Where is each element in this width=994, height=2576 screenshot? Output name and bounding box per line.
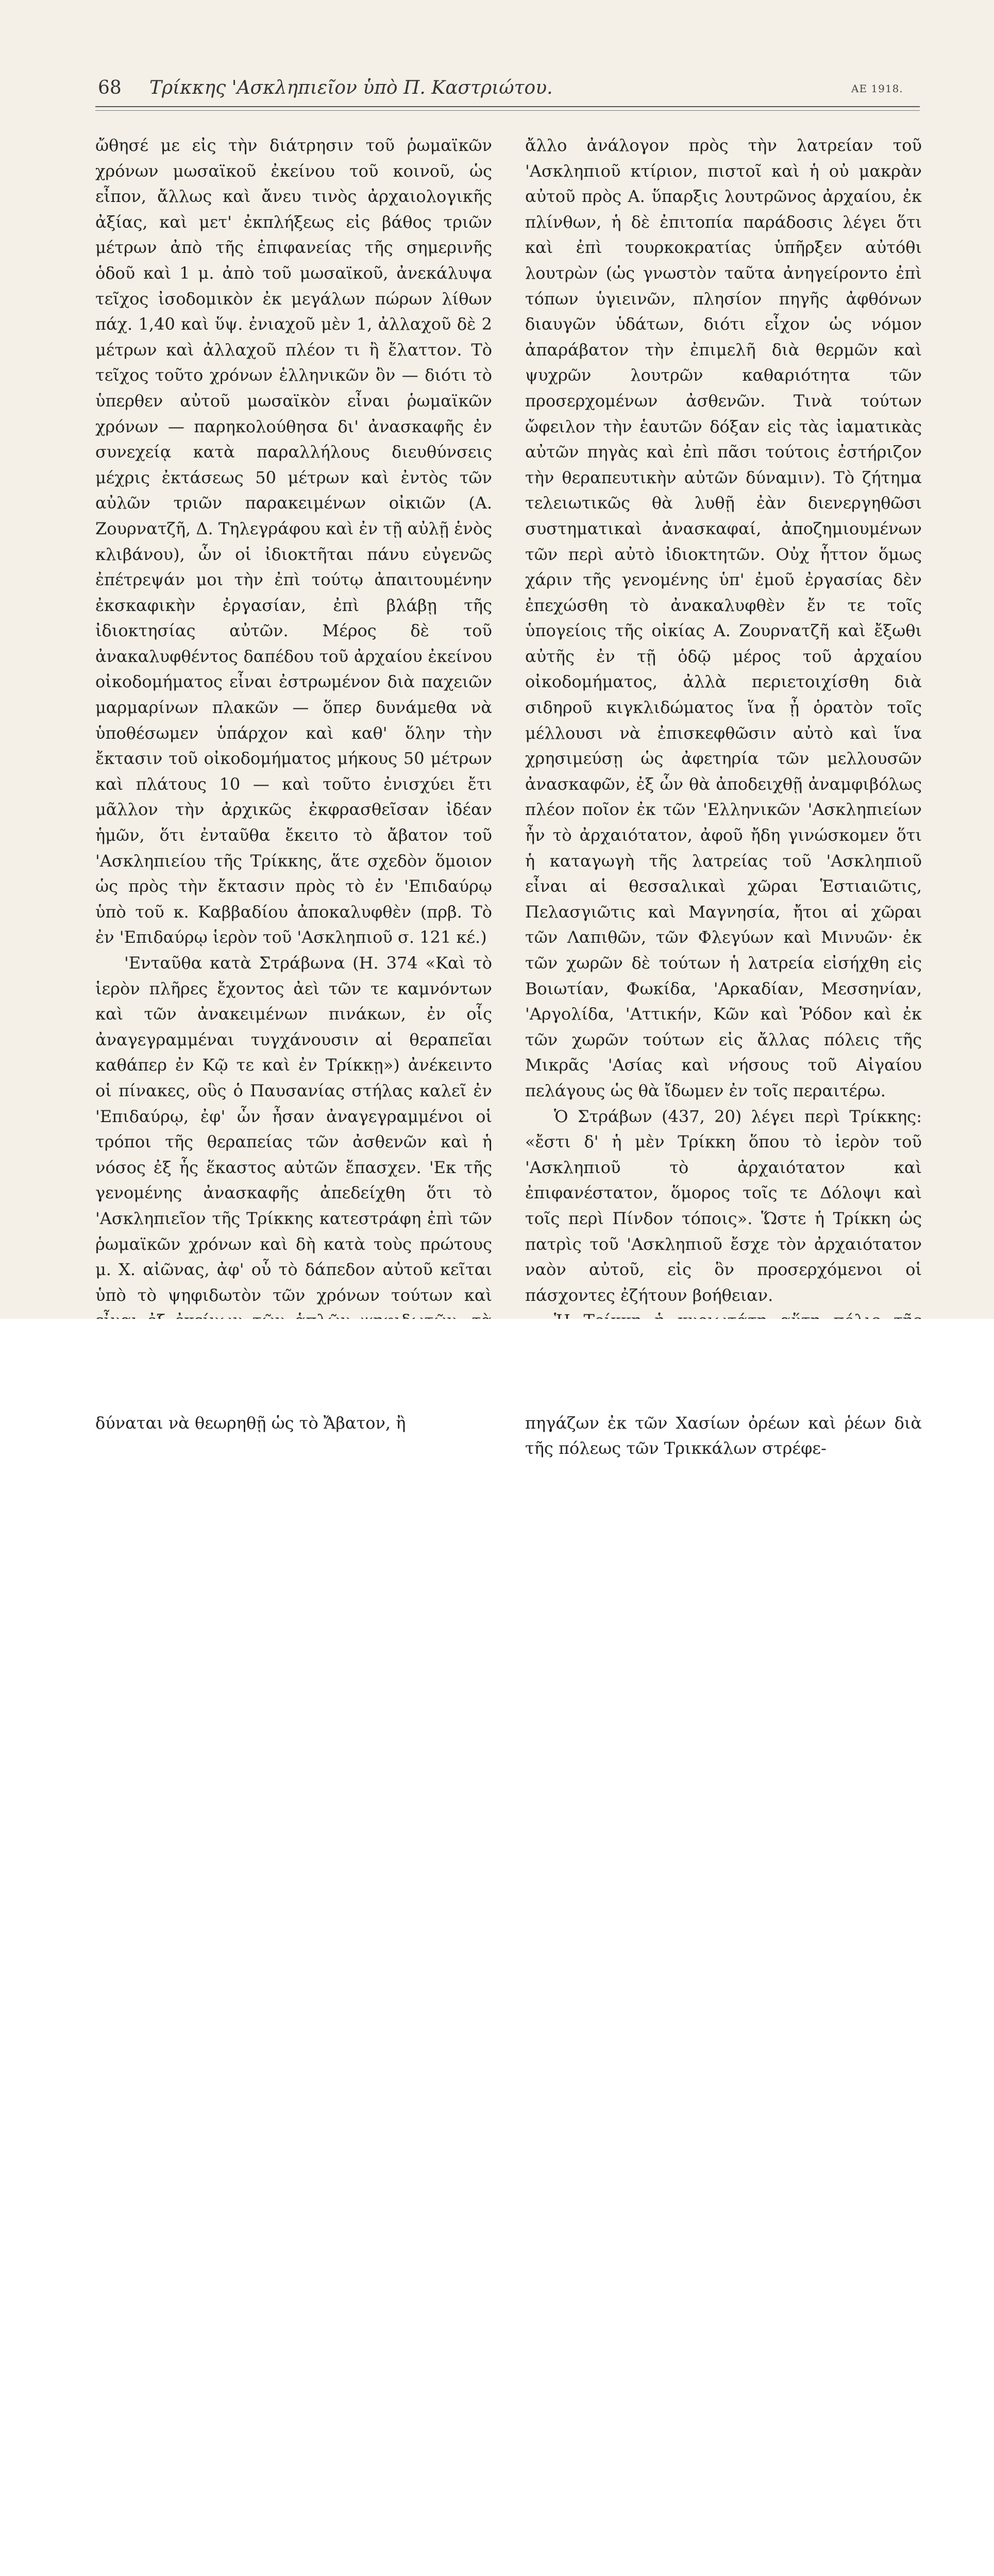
right-column: [525, 133, 922, 1462]
viewer-footer: [0, 1319, 994, 1412]
paragraph: ὤθησέ με εἰς τὴν διάτρησιν τοῦ ῥωμαϊκῶν χρόνων μωσαϊκοῦ ἐκείνου τοῦ κοινοῦ, ὡς εἶπον, ἄλλως καὶ ἄνευ τινὸς ἀρχαιολογικῆς ἀξίας, καὶ μετ' ἐκπλήξεως εἰς βάθος τριῶν μέτρων ἀπὸ τῆς ἐπιφανείας τῆς σημερινῆς ὁδοῦ καὶ 1 μ. ἀπὸ τοῦ μωσαϊκοῦ, ἀνεκάλυψα τεῖχος ἰσοδομικὸν ἐκ μεγάλων πώρων λίθων πάχ. 1,40 καὶ ὕψ. ἐνιαχοῦ μὲν 1, ἀλλαχοῦ δὲ 2 μέτρων καὶ ἀλλαχοῦ πλέον τι ἢ ἔλαττον. Τὸ τεῖχος τοῦτο χρόνων ἑλληνικῶν ὂν — διότι τὸ ὑπερθεν αὐτοῦ μωσαϊκὸν εἶναι ῥωμαϊκῶν χρόνων — παρηκολούθησα δι' ἀνασκαφῆς ἐν συνεχείᾳ κατὰ παραλλήλους διευθύνσεις μέχρις ἐκτάσεως 50 μέτρων καὶ ἐντὸς τῶν αὐλῶν τριῶν παρακειμένων οἰκιῶν (Α. Ζουρνατζῆ, Δ. Τηλεγράφου καὶ ἐν τῇ αὐλῇ ἑνὸς κλιβάνου), ὧν οἱ ἰδιοκτῆται πάνυ εὐγενῶς ἐπέτρεψάν μοι τὴν ἐπὶ τούτῳ ἀπαιτουμένην ἐκσκαφικὴν ἐργασίαν, ἐπὶ βλάβῃ τῆς ἰδιοκτησίας αὐτῶν. Μέρος δὲ τοῦ ἀνακαλυφθέντος δαπέδου τοῦ ἀρχαίου ἐκείνου οἰκοδομήματος εἶναι ἐστρωμένον διὰ παχειῶν μαρμαρίνων πλακῶν — ὅπερ δυνάμεθα νὰ ὑποθέσωμεν ὑπάρχον καὶ καθ' ὅλην τὴν ἔκτασιν τοῦ οἰκοδομήματος μήκους 50 μέτρων καὶ πλάτους 10 — καὶ τοῦτο ἐνισχύει ἔτι μᾶλλον τὴν ἀρχικῶς ἐκφρασθεῖσαν ἰδέαν ἡμῶν, ὅτι ἐνταῦθα ἔκειτο τὸ ἄβατον τοῦ 'Ασκληπιείου τῆς Τρίκκης, ἅτε σχεδὸν ὅμοιον ὡς πρὸς τὴν ἔκτασιν πρὸς τὸ ἐν 'Επιδαύρῳ ὑπὸ τοῦ κ. Καββαδίου ἀποκαλυφθὲν (πρβ. Τὸ ἐν 'Επιδαύρῳ ἱερὸν τοῦ 'Ασκληπιοῦ σ. 121 κέ.): [95, 135, 492, 947]
paragraph: ἄλλο ἀνάλογον πρὸς τὴν λατρείαν τοῦ 'Ασκληπιοῦ κτίριον, πιστοῖ καὶ ἡ οὐ μακρὰν αὐτοῦ πρὸς Α. ὕπαρξις λουτρῶνος ἀρχαίου, ἐκ πλίνθων, ἡ δὲ ἐπιτοπία παράδοσις λέγει ὅτι καὶ ἐπὶ τουρκοκρατίας ὑπῆρξεν αὐτόθι λουτρὼν (ὡς γνωστὸν ταῦτα ἀνηγείροντο ἐπὶ τόπων ὑγιεινῶν, πλησίον πηγῆς ἀφθόνων διαυγῶν ὑδάτων, διότι εἶχον ὡς νόμον ἀπαράβατον τὴν ἐπιμελῆ διὰ θερμῶν καὶ ψυχρῶν λουτρῶν καθαριότητα τῶν προσερχομένων ἀσθενῶν. Τινὰ τούτων ὤφειλον τὴν ἑαυτῶν δόξαν εἰς τὰς ἰαματικὰς αὐτῶν πηγὰς καὶ ἐπὶ πᾶσι τούτοις ἐστήριζον τὴν θεραπευτικὴν αὐτῶν δύναμιν). Τὸ ζήτημα τελειωτικῶς θὰ λυθῇ ἐὰν διενεργηθῶσι συστηματικαὶ ἀνασκαφαί, ἀποζημιουμένων τῶν περὶ αὐτὸ ἰδιοκτητῶν. Οὐχ ἧττον ὅμως χάριν τῆς γενομένης ὑπ' ἐμοῦ ἐργασίας δὲν ἐπεχώσθη τὸ ἀνακαλυφθὲν ἔν τε τοῖς ὑπογείοις τῆς οἰκίας Α. Ζουρνατζῆ καὶ ἔξωθι αὐτῆς ἐν τῇ ὁδῷ μέρος τοῦ ἀρχαίου οἰκοδομήματος, ἀλλὰ περιετοιχίσθη διὰ σιδηροῦ κιγκλιδώματος ἵνα ᾖ ὁρατὸν τοῖς μέλλουσι νὰ ἐπισκεφθῶσιν αὐτὸ καὶ ἵνα χρησιμεύσῃ ὡς ἀφετηρία τῶν μελλουσῶν ἀνασκαφῶν, ἐξ ὧν θὰ ἀποδειχθῇ ἀναμφιβόλως πλέον ποῖον ἐκ τῶν 'Ελληνικῶν 'Ασκληπιείων ἦν τὸ ἀρχαιότατον, ἀφοῦ ἤδη γινώσκομεν ὅτι ἡ καταγωγὴ τῆς λατρείας τοῦ 'Ασκληπιοῦ εἶναι αἱ θεσσαλικαὶ χῶραι Ἑστιαιῶτις, Πελασγιῶτις καὶ Μαγνησία, ἤτοι αἱ χῶραι τῶν Λαπιθῶν, τῶν Φλεγύων καὶ Μινυῶν· ἐκ τῶν χωρῶν δὲ τούτων ἡ λατρεία εἰσήχθη εἰς Βοιωτίαν, Φωκίδα, 'Αρκαδίαν, Μεσσηνίαν, 'Αργολίδα, 'Αττικήν, Κῶν καὶ Ῥόδον καὶ ἐκ τῶν χωρῶν τούτων εἰς ἄλλας πόλεις τῆς Μικρᾶς 'Ασίας καὶ νήσους τοῦ Αἰγαίου πελάγους ὡς θὰ ἴδωμεν ἐν τοῖς περαιτέρω.: [525, 135, 922, 1100]
paragraph: πηγάζων ἐκ τῶν Χασίων ὀρέων καὶ ῥέων διὰ τῆς πόλεως τῶν Τρικκάλων στρέφε-: [525, 1413, 922, 1459]
page-number: 68: [98, 77, 122, 98]
left-column: [95, 133, 492, 1436]
paragraph: 'Ενταῦθα κατὰ Στράβωνα (Η. 374 «Καὶ τὸ ἱερὸν πλῆρες ἔχοντος ἀεὶ τῶν τε καμνόντων καὶ τῶν ἀνακειμένων πινάκων, ἐν οἷς ἀναγεγραμμέναι τυγχάνουσιν αἱ θεραπεῖαι καθάπερ ἐν Κῷ τε καὶ ἐν Τρίκκῃ») ἀνέκειντο οἱ πίνακες, οὓς ὁ Παυσανίας στήλας καλεῖ ἐν 'Επιδαύρῳ, ἐφ' ὧν ἦσαν ἀναγεγραμμένοι οἱ τρόποι τῆς θεραπείας τῶν ἀσθενῶν καὶ ἡ νόσος ἐξ ἧς ἕκαστος αὐτῶν ἔπασχεν. 'Εκ τῆς γενομένης ἀνασκαφῆς ἀπεδείχθη ὅτι τὸ 'Ασκληπιεῖον τῆς Τρίκκης κατεστράφη ἐπὶ τῶν ῥωμαϊκῶν χρόνων καὶ δὴ κατὰ τοὺς πρώτους μ. Χ. αἰῶνας, ἀφ' οὗ τὸ δάπεδον αὐτοῦ κεῖται ὑπὸ τὸ ψηφιδωτὸν τῶν χρόνων τούτων καὶ δύναται νὰ θεωρηθῇ ὡς τὸ Ἄβατον, ἢ: [95, 953, 492, 1433]
header-rule: [95, 106, 920, 107]
header-rule-thin: [95, 110, 920, 111]
paragraph: Ὁ Στράβων (437, 20) λέγει περὶ Τρίκκης: «ἔστι δ' ἡ μὲν Τρίκκη ὅπου τὸ ἱερὸν τοῦ 'Ασκληπιοῦ τὸ ἀρχαιότατον καὶ ἐπιφανέστατον, ὅμορος τοῖς τε Δόλοψι καὶ τοῖς περὶ Πίνδον τόποις». Ὥστε ἡ Τρίκκη ὡς πατρὶς τοῦ 'Ασκληπιοῦ ἔσχε τὸν ἀρχαιότατον ναὸν αὐτοῦ, εἰς ὃν προσερχόμενοι οἱ πάσχοντες ἐζήτουν βοήθειαν.: [525, 1106, 922, 1305]
journal-tag: ΑΕ 1918.: [851, 82, 903, 95]
running-title: Τρίκκης 'Ασκληπιεῖον ὑπὸ Π. Καστριώτου.: [149, 77, 553, 98]
